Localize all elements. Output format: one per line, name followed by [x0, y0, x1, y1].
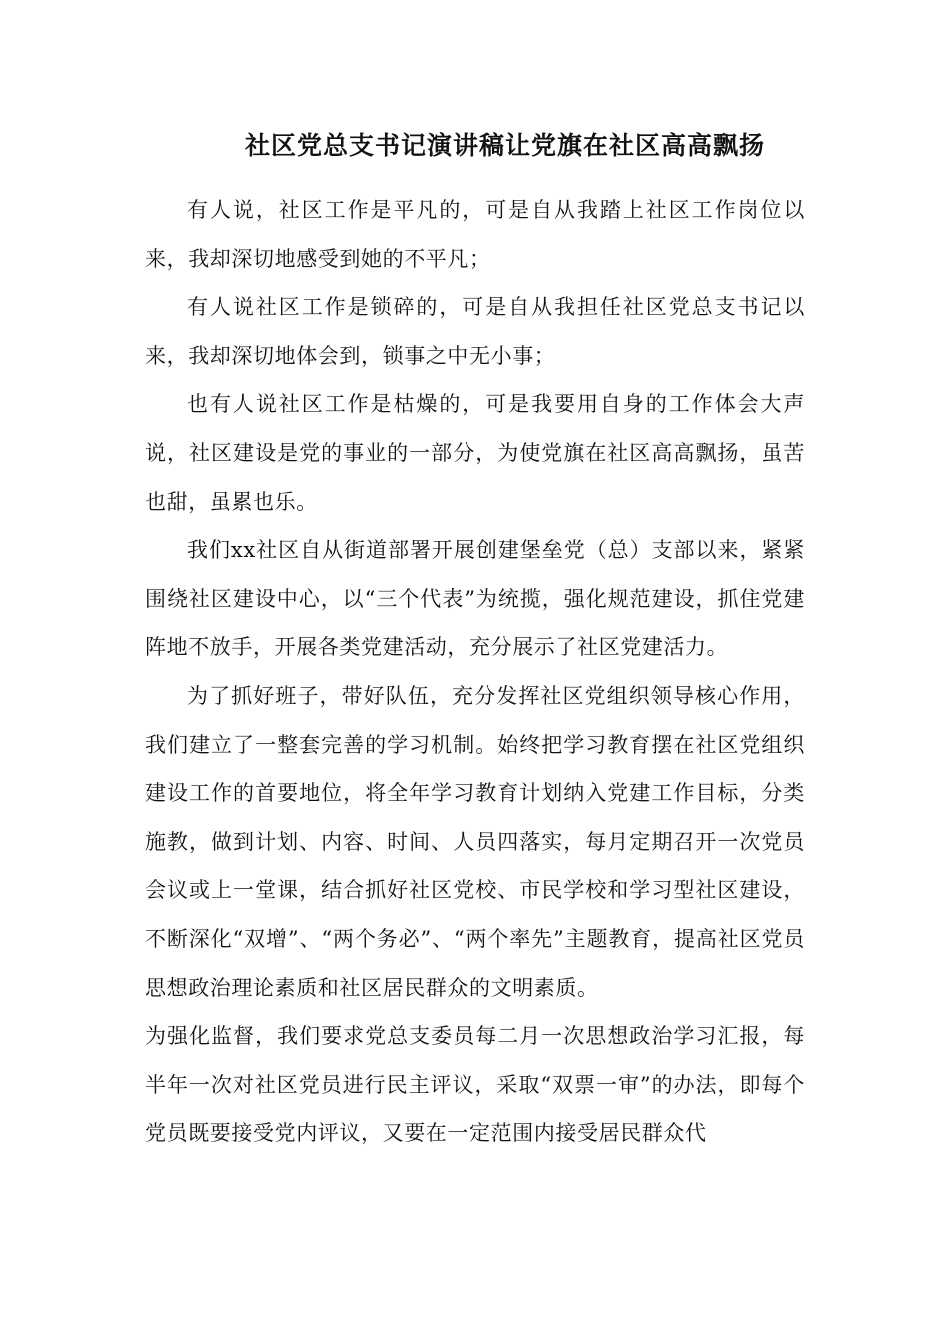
paragraph-6: 为强化监督，我们要求党总支委员每二月一次思想政治学习汇报，每半年一次对社区党员进行民主评议，采取“双票一审”的办法，即每个党员既要接受党内评议，又要在一定范围内接受居民群众代 [145, 1024, 805, 1146]
paragraph-4: 我们xx社区自从街道部署开展创建堡垒党（总）支部以来，紧紧围绕社区建设中心，以“三个代表”为统揽，强化规范建设，抓住党建阵地不放手，开展各类党建活动，充分展示了社区党建活力。 [145, 538, 805, 660]
paragraph-5: 为了抓好班子，带好队伍，充分发挥社区党组织领导核心作用，我们建立了一整套完善的学习机制。始终把学习教育摆在社区党组织建设工作的首要地位，将全年学习教育计划纳入党建工作目标，分类施教，做到计划、内容、时间、人员四落实，每月定期召开一次党员会议或上一堂课，结合抓好社区党校、市民学校和学习型社区建设，不断深化“双增”、“两个务必”、“两个率先”主题教育，提高社区党员思想政治理论素质和社区居民群众的文明素质。 [145, 683, 805, 1000]
document-body [145, 186, 805, 1158]
paragraph-2: 有人说社区工作是锁碎的，可是自从我担任社区党总支书记以来，我却深切地体会到，锁事之中无小事； [145, 295, 805, 368]
document-title: 社区党总支书记演讲稿让党旗在社区高高飘扬 [244, 131, 765, 160]
paragraph-3: 也有人说社区工作是枯燥的，可是我要用自身的工作体会大声说，社区建设是党的事业的一部分，为使党旗在社区高高飘扬，虽苦也甜，虽累也乐。 [145, 392, 805, 514]
paragraph-1: 有人说，社区工作是平凡的，可是自从我踏上社区工作岗位以来，我却深切地感受到她的不平凡； [145, 198, 805, 271]
